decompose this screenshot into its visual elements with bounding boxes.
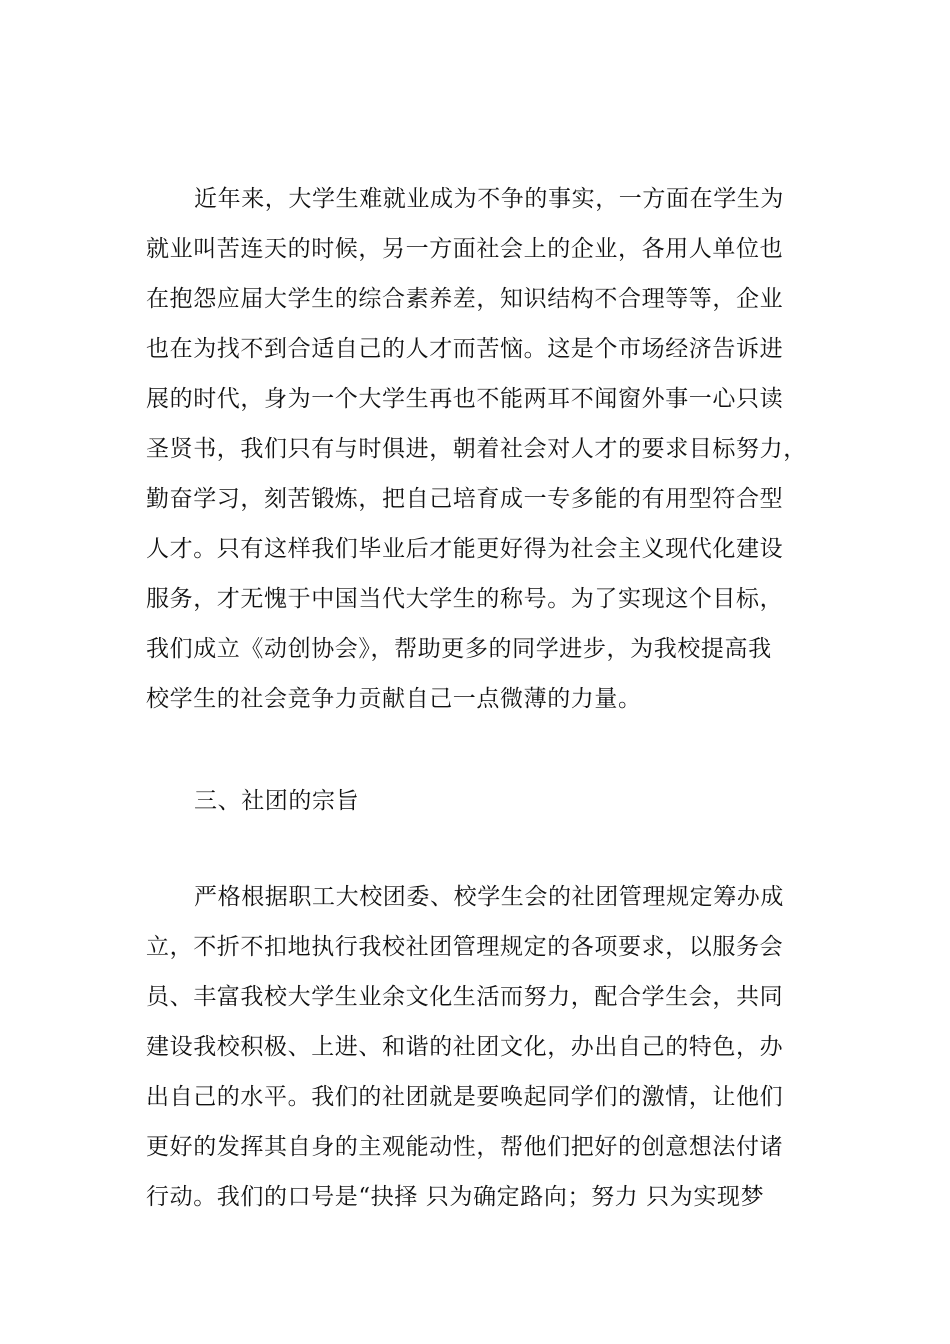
text-line: 员、丰富我校大学生业余文化生活而努力，配合学生会，共同: [146, 984, 784, 1010]
text-line: 更好的发挥其自身的主观能动性，帮他们把好的创意想法付诸: [146, 1134, 784, 1160]
paragraph-purpose: [146, 872, 826, 1222]
text-line: 行动。我们的口号是“抉择 只为确定路向；努力 只为实现梦: [146, 1184, 765, 1210]
text-line: 我们成立《动创协会》，帮助更多的同学进步，为我校提高我: [146, 636, 772, 662]
paragraph-background: [146, 174, 826, 724]
text-line: 出自己的水平。我们的社团就是要唤起同学们的激情，让他们: [146, 1084, 784, 1110]
text-line: 展的时代，身为一个大学生再也不能两耳不闻窗外事一心只读: [146, 386, 784, 412]
text-line: 服务，才无愧于中国当代大学生的称号。为了实现这个目标，: [146, 586, 784, 612]
text-line: 圣贤书，我们只有与时俱进，朝着社会对人才的要求目标努力，: [146, 436, 807, 462]
text-line: 近年来，大学生难就业成为不争的事实，一方面在学生为: [194, 186, 784, 212]
text-line: 勤奋学习，刻苦锻炼，把自己培育成一专多能的有用型符合型: [146, 486, 784, 512]
section-heading: 三、社团的宗旨: [194, 788, 360, 814]
text-line: 校学生的社会竞争力贡献自己一点微薄的力量。: [146, 686, 642, 712]
text-line: 立，不折不扣地执行我校社团管理规定的各项要求，以服务会: [146, 934, 784, 960]
text-line: 严格根据职工大校团委、校学生会的社团管理规定筹办成: [194, 884, 784, 910]
text-line: 就业叫苦连天的时候，另一方面社会上的企业，各用人单位也: [146, 236, 784, 262]
text-line: 在抱怨应届大学生的综合素养差，知识结构不合理等等，企业: [146, 286, 784, 312]
text-line: 也在为找不到合适自己的人才而苦恼。这是个市场经济告诉进: [146, 336, 784, 362]
text-line: 人才。只有这样我们毕业后才能更好得为社会主义现代化建设: [146, 536, 784, 562]
text-line: 建设我校积极、上进、和谐的社团文化，办出自己的特色，办: [146, 1034, 784, 1060]
